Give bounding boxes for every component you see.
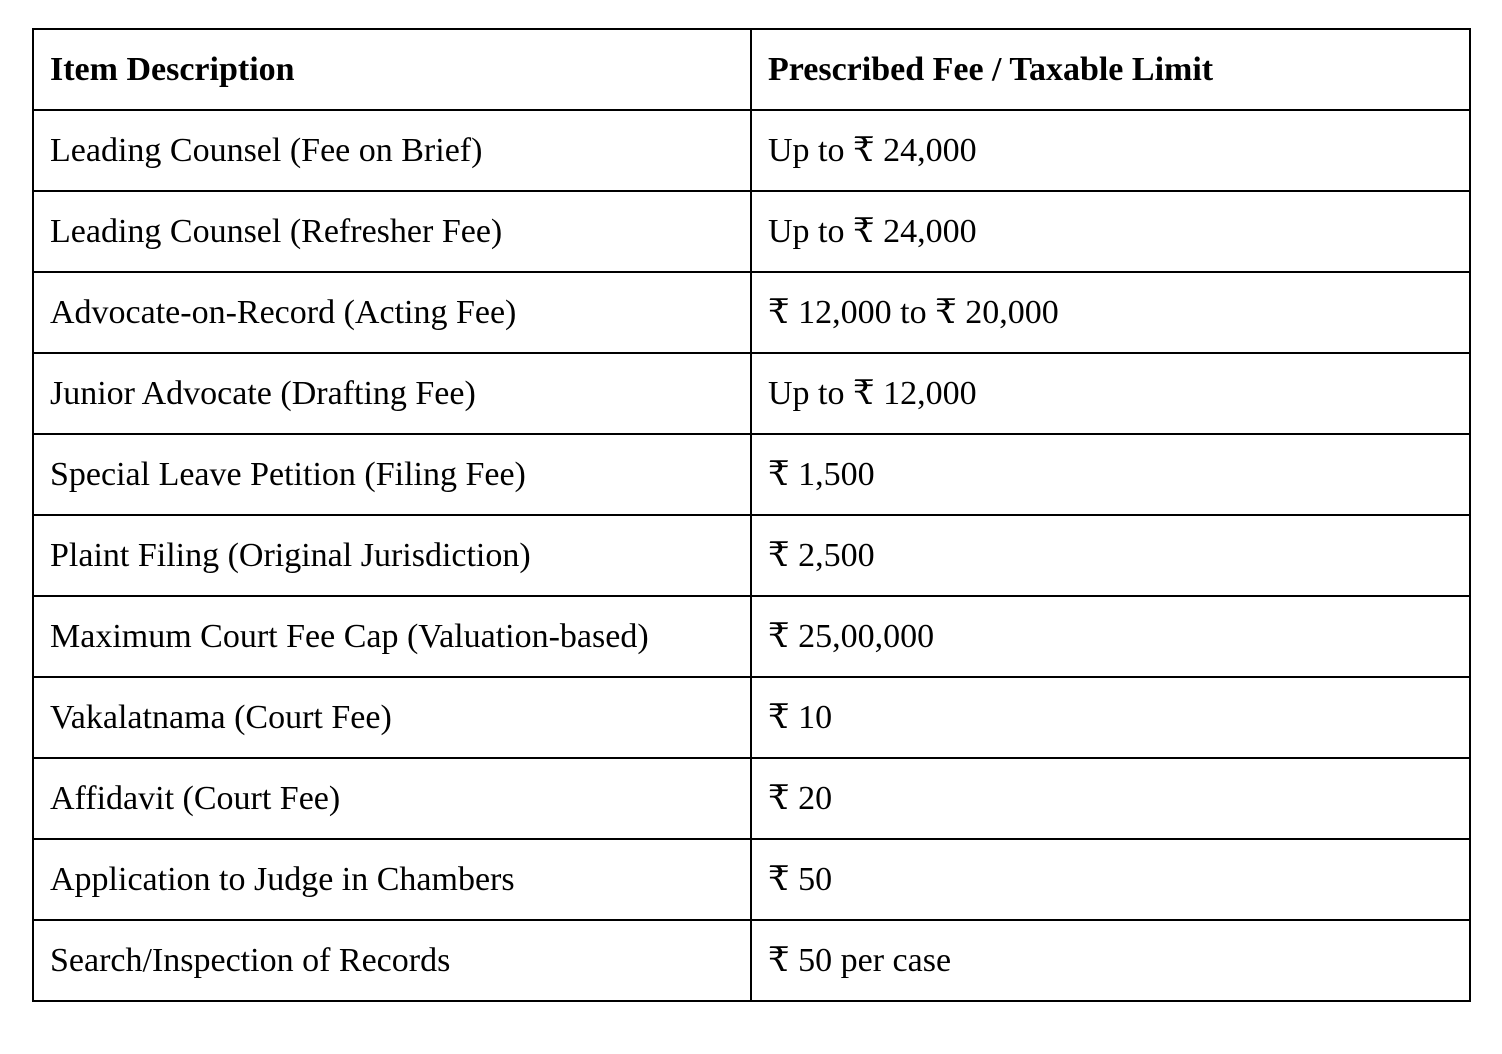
- table-row: [33, 434, 1470, 515]
- item-description-cell: Leading Counsel (Refresher Fee): [33, 191, 751, 272]
- item-description-cell: Advocate-on-Record (Acting Fee): [33, 272, 751, 353]
- table-row: [33, 677, 1470, 758]
- table-row: [33, 920, 1470, 1001]
- fee-cell: ₹ 12,000 to ₹ 20,000: [751, 272, 1470, 353]
- item-description-cell: Application to Judge in Chambers: [33, 839, 751, 920]
- fee-cell: ₹ 25,00,000: [751, 596, 1470, 677]
- fee-cell: ₹ 1,500: [751, 434, 1470, 515]
- fee-cell: ₹ 20: [751, 758, 1470, 839]
- item-description-cell: Search/Inspection of Records: [33, 920, 751, 1001]
- header-prescribed-fee: Prescribed Fee / Taxable Limit: [751, 29, 1470, 110]
- table-row: [33, 110, 1470, 191]
- header-item-description: Item Description: [33, 29, 751, 110]
- table-row: [33, 596, 1470, 677]
- fee-cell: ₹ 50 per case: [751, 920, 1470, 1001]
- fee-cell: ₹ 50: [751, 839, 1470, 920]
- table-row: [33, 515, 1470, 596]
- item-description-cell: Junior Advocate (Drafting Fee): [33, 353, 751, 434]
- table-row: [33, 191, 1470, 272]
- fee-table: [32, 28, 1471, 1002]
- table-row: [33, 839, 1470, 920]
- table-row: [33, 758, 1470, 839]
- fee-cell: Up to ₹ 24,000: [751, 191, 1470, 272]
- item-description-cell: Plaint Filing (Original Jurisdiction): [33, 515, 751, 596]
- item-description-cell: Vakalatnama (Court Fee): [33, 677, 751, 758]
- table-row: [33, 272, 1470, 353]
- fee-cell: ₹ 10: [751, 677, 1470, 758]
- item-description-cell: Affidavit (Court Fee): [33, 758, 751, 839]
- item-description-cell: Leading Counsel (Fee on Brief): [33, 110, 751, 191]
- item-description-cell: Maximum Court Fee Cap (Valuation-based): [33, 596, 751, 677]
- table-row: [33, 353, 1470, 434]
- fee-cell: Up to ₹ 24,000: [751, 110, 1470, 191]
- fee-cell: ₹ 2,500: [751, 515, 1470, 596]
- fee-cell: Up to ₹ 12,000: [751, 353, 1470, 434]
- item-description-cell: Special Leave Petition (Filing Fee): [33, 434, 751, 515]
- table-header-row: [33, 29, 1470, 110]
